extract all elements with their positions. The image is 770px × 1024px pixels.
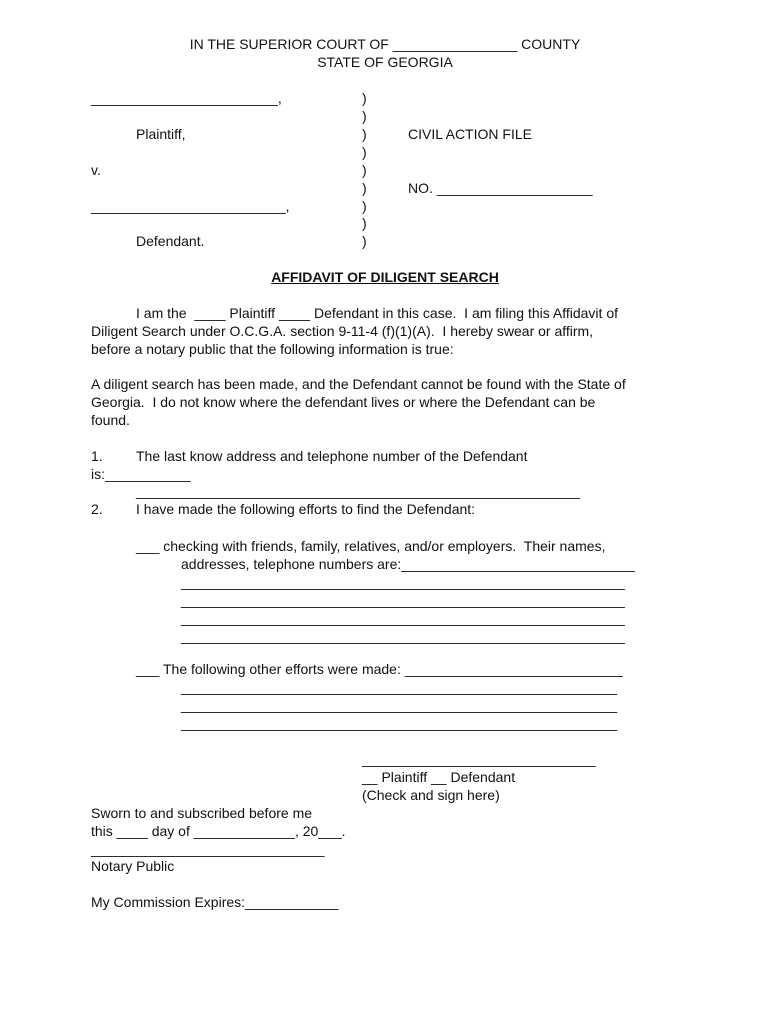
search-line: found.: [91, 412, 130, 428]
defendant-name-blank: _________________________,: [91, 198, 290, 214]
signature-line: ______________________________: [362, 751, 596, 767]
search-line: Georgia. I do not know where the defendant lives or where the Defendant can be: [91, 394, 596, 410]
caption-paren: ): [362, 108, 367, 124]
intro-line: I am the ____ Plaintiff ____ Defendant in this case. I am filing this Affidavit of: [136, 305, 618, 321]
caption-paren: ): [362, 198, 367, 214]
option-a-blank: _________________________________________________________: [181, 628, 625, 644]
option-b-blank: ________________________________________________________: [181, 679, 618, 695]
option-b-line: ___ The following other efforts were made: ____________________________: [136, 661, 623, 677]
search-line: A diligent search has been made, and the Defendant cannot be found with the State of: [91, 376, 626, 392]
sworn-date-line: this ____ day of _____________, 20___.: [91, 823, 346, 839]
plaintiff-label: Plaintiff,: [136, 126, 186, 142]
signature-instruction: (Check and sign here): [362, 787, 500, 803]
caption-paren: ): [362, 233, 367, 249]
item-1-address-blank: is:___________: [91, 466, 191, 482]
caption-paren: ): [362, 90, 367, 106]
document-title: AFFIDAVIT OF DILIGENT SEARCH: [271, 269, 499, 285]
notary-signature-line: ______________________________: [91, 841, 325, 857]
civil-action-label: CIVIL ACTION FILE: [408, 126, 532, 142]
commission-expires: My Commission Expires:____________: [91, 894, 339, 910]
versus-label: v.: [91, 162, 101, 178]
sworn-statement: Sworn to and subscribed before me: [91, 805, 313, 821]
intro-line: before a notary public that the following information is true:: [91, 341, 454, 357]
option-a-blank: _________________________________________________________: [181, 592, 625, 608]
item-1-continuation-blank: _________________________________________________________: [136, 483, 580, 499]
notary-label: Notary Public: [91, 858, 175, 874]
option-b-blank: ________________________________________________________: [181, 715, 618, 731]
item-1-text: The last know address and telephone number of the Defendant: [136, 448, 528, 464]
option-b-blank: ________________________________________________________: [181, 697, 618, 713]
item-1-number: 1.: [91, 448, 103, 464]
caption-paren: ): [362, 162, 367, 178]
file-number-field: NO. ____________________: [408, 180, 593, 196]
caption-paren: ): [362, 180, 367, 196]
option-a-blank: _________________________________________________________: [181, 610, 625, 626]
defendant-label: Defendant.: [136, 233, 205, 249]
option-a-line: addresses, telephone numbers are:______________________________: [181, 556, 635, 572]
court-heading: IN THE SUPERIOR COURT OF ________________ COUNTY: [189, 36, 581, 52]
state-heading: STATE OF GEORGIA: [317, 54, 453, 70]
caption-paren: ): [362, 215, 367, 231]
signature-role: __ Plaintiff __ Defendant: [362, 769, 516, 785]
item-2-number: 2.: [91, 501, 103, 517]
caption-paren: ): [362, 126, 367, 142]
plaintiff-name-blank: ________________________,: [91, 90, 282, 106]
option-a-line: ___ checking with friends, family, relatives, and/or employers. Their names,: [136, 538, 606, 554]
intro-line: Diligent Search under O.C.G.A. section 9-11-4 (f)(1)(A). I hereby swear or affirm,: [91, 323, 594, 339]
caption-paren: ): [362, 144, 367, 160]
item-2-text: I have made the following efforts to find the Defendant:: [136, 501, 476, 517]
option-a-blank: _________________________________________________________: [181, 574, 625, 590]
